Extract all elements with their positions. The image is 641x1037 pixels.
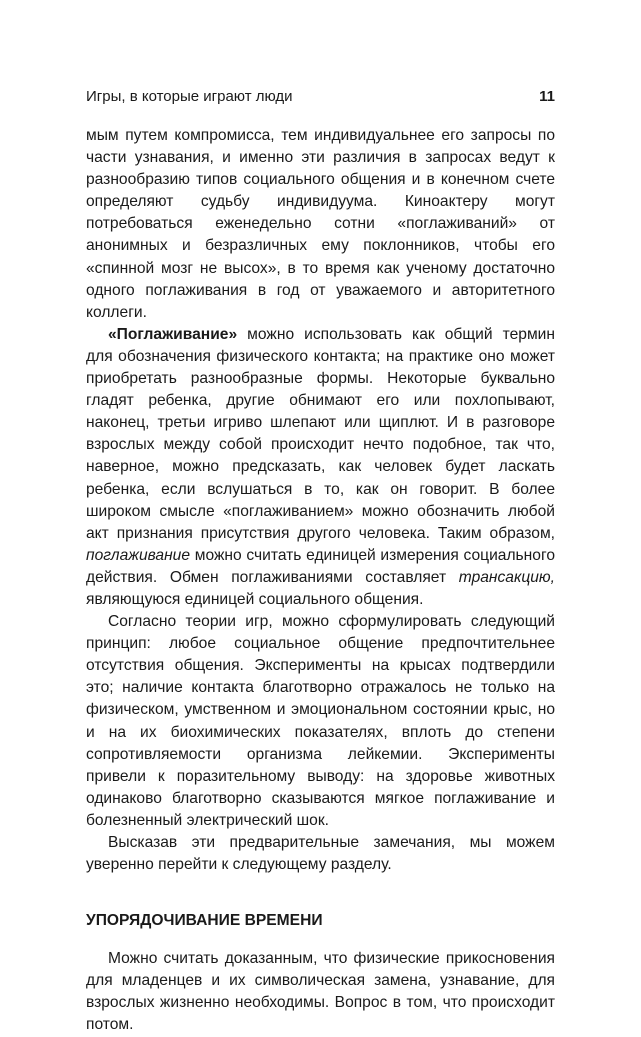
running-title: Игры, в которые играют люди bbox=[86, 88, 293, 105]
paragraph-text: можно использовать как общий термин для обозначения физического контакта; на практике оно может приобретать разнообразные формы. Некоторые буквально гладят ребенка, другие обнимают его или похлопывают, наконец, третьи игриво шлепают или щиплют. И в разговоре взрослых между собой происходит нечто подобное, так что, наверное, можно предсказать, как человек будет ласкать ребенка, если вслушаться в то, как он говорит. В более широком смысле «поглаживанием» можно обозначить любой акт признания присутствия другого человека. Таким образом, bbox=[86, 325, 555, 542]
section-heading: УПОРЯДОЧИВАНИЕ ВРЕМЕНИ bbox=[86, 912, 323, 930]
body-text bbox=[86, 125, 555, 1037]
paragraph-time-structuring: Можно считать доказанным, что физические прикосновения для младенцев и их символическая замена, узнавание, для взрослых жизненно необходимы. Вопрос в том, что происходит потом. bbox=[86, 950, 555, 1034]
italic-term-stroking: поглаживание bbox=[86, 546, 191, 564]
running-head bbox=[86, 87, 555, 107]
page-number: 11 bbox=[539, 88, 555, 105]
bold-term-stroking: «Поглаживание» bbox=[108, 325, 238, 343]
paragraph-game-theory: Согласно теории игр, можно сформулировать следующий принцип: любое социальное общение предпочтительнее отсутствия общения. Эксперименты на крысах подтвердили это; наличие контакта благотворно отражалось не только на физическом, умственном и эмоциональном состоянии крыс, но и на их биохимических показателях, вплоть до степени сопротивляемости организма лейкемии. Эксперименты привели к поразительному выводу: на здоровье животных одинаково благотворно сказываются мягкое поглаживание и болезненный электрический шок. bbox=[86, 613, 555, 829]
paragraph-transition: Высказав эти предварительные замечания, мы можем уверенно перейти к следующему разделу. bbox=[86, 834, 555, 874]
paragraph-stroking bbox=[86, 324, 555, 611]
italic-term-transaction: трансакцию, bbox=[458, 568, 555, 586]
paragraph-continuation: мым путем компромисса, тем индивидуальнее его запросы по части узнавания, и именно эти различия в запросах ведут к разнообразию типов социального общения и в конечном счете определяют судьбу индивидуума. Киноактеру могут потребоваться еженедельно сотни «поглаживаний» от анонимных и безразличных ему поклонников, чтобы его «спинной мозг не высох», в то время как ученому достаточно одного поглаживания в год от уважаемого и авторитетного коллеги. bbox=[86, 127, 555, 321]
paragraph-text: можно считать единицей измерения социального действия. Обмен поглаживаниями составляет bbox=[86, 546, 555, 586]
paragraph-text: являющуюся единицей социального общения. bbox=[86, 590, 424, 608]
